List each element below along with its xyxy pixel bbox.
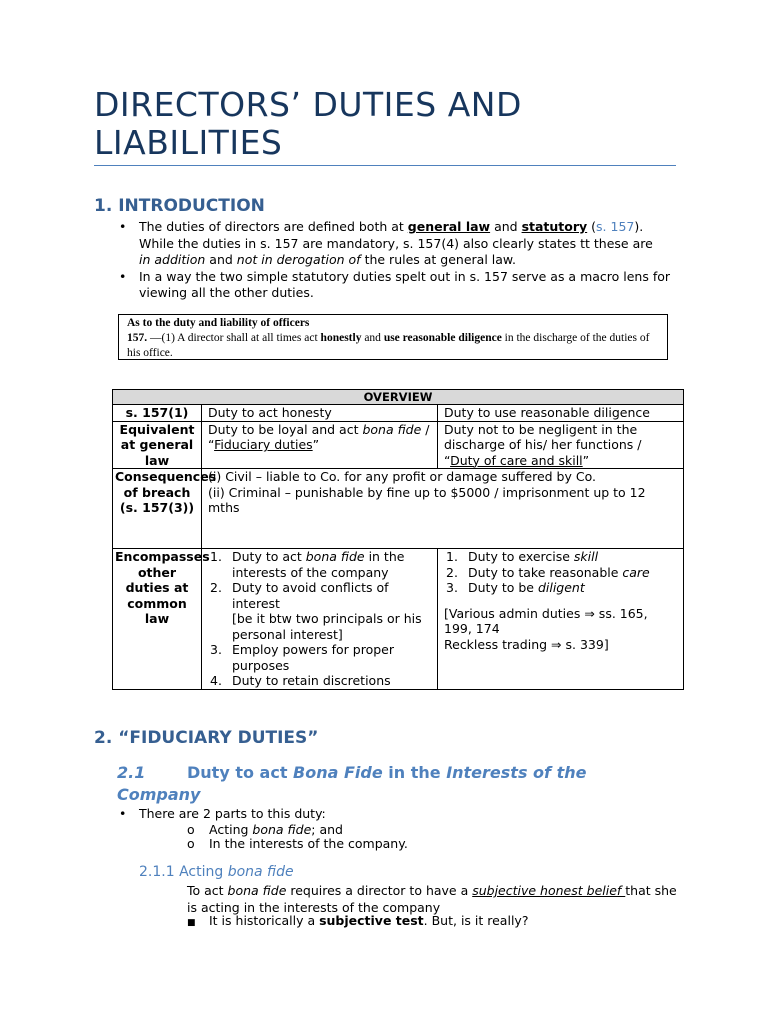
statute-heading: As to the duty and liability of officers xyxy=(127,317,310,329)
arrow-icon: ⇒ xyxy=(551,636,562,652)
table-cell: Duty to use reasonable diligence xyxy=(438,405,684,422)
list-item: 2. Duty to avoid conflicts of interest [be it btw two principals or his personal interest] xyxy=(210,580,422,642)
list-item: • The duties of directors are defined both at general law and statutory (s. 157). While the duties in s. 157 are mandatory, s. 157(4) also clearly states tt these are in addition and not in derogation of the rules at general law. xyxy=(119,219,653,267)
section-heading-fiduciary-duties: 2. “FIDUCIARY DUTIES” xyxy=(94,728,319,748)
table-cell xyxy=(202,549,438,690)
body-paragraph: To act bona fide requires a director to have a subjective honest belief that she is acting in the interests of the company xyxy=(187,883,677,915)
table-header: OVERVIEW xyxy=(113,390,684,405)
list-item: 2. Duty to take reasonable care xyxy=(446,564,650,580)
document-title: DIRECTORS’ DUTIES AND LIABILITIES xyxy=(94,85,522,162)
list-item: • In a way the two simple statutory duties spelt out in s. 157 serve as a macro lens for viewing all the other duties. xyxy=(119,268,671,300)
subsection-heading-2-1: 2.1 Duty to act Bona Fide in the Interests of the Company xyxy=(117,763,587,804)
table-row xyxy=(113,405,684,422)
row-label: s. 157(1) xyxy=(113,405,202,422)
common-law-duties-list xyxy=(208,549,431,689)
row-label: Equivalent at general law xyxy=(113,421,202,469)
square-bullet-item: ■ It is historically a subjective test. But, is it really? xyxy=(187,913,677,932)
table-row xyxy=(113,469,684,549)
section-heading-introduction: 1. INTRODUCTION xyxy=(94,196,265,216)
list-item: 3. Employ powers for proper purposes xyxy=(210,642,394,673)
row-label: Consequences of breach (s. 157(3)) xyxy=(113,469,202,549)
bullet-icon: • xyxy=(119,219,127,234)
statute-link[interactable]: s. 157 xyxy=(596,219,635,234)
list-item: 4. Duty to retain discretions xyxy=(210,673,391,688)
table-cell: Duty to be loyal and act bona fide / “Fiduciary duties” xyxy=(202,421,438,469)
list-item: 1. Duty to act bona fide in the interests of the company xyxy=(210,549,405,580)
sub-list-item: o Acting bona fide; and xyxy=(187,822,343,837)
table-cell: Duty not to be negligent in the discharge of his/ her functions / “Duty of care and skill” xyxy=(438,421,684,469)
row-label: Encompasses other duties at common law xyxy=(113,549,202,690)
admin-duties-note: [Various admin duties ⇒ ss. 165, 199, 174 xyxy=(444,605,648,636)
table-cell: Duty to act honesty xyxy=(202,405,438,422)
list-item: • There are 2 parts to this duty: xyxy=(119,806,326,821)
bullet-icon: • xyxy=(119,806,127,821)
introduction-bullets xyxy=(117,219,677,302)
table-row xyxy=(113,549,684,690)
statute-excerpt-box xyxy=(118,314,668,360)
statute-text: 157. —(1) A director shall at all times act honestly and use reasonable diligence in the discharge of the duties of his office. xyxy=(127,332,650,359)
square-bullet-icon: ■ xyxy=(187,918,196,928)
title-divider xyxy=(94,165,676,166)
table-header-row xyxy=(113,390,684,405)
subsection-heading-2-1-1: 2.1.1 Acting bona fide xyxy=(139,864,294,880)
circle-bullet-icon: o xyxy=(187,822,195,837)
sub-list-item: o In the interests of the company. xyxy=(187,836,408,851)
arrow-icon: ⇒ xyxy=(584,605,595,621)
bullet-icon: • xyxy=(119,268,127,284)
table-cell xyxy=(438,549,684,690)
list-item: 1. Duty to exercise skill xyxy=(446,549,599,564)
table-cell: (i) Civil – liable to Co. for any profit or damage suffered by Co. (ii) Criminal – punishable by fine up to $5000 / imprisonment up to 12 mths xyxy=(202,469,684,549)
overview-table xyxy=(112,389,684,690)
fiduciary-bullets xyxy=(117,806,677,823)
care-duties-list xyxy=(444,549,677,596)
list-item: 3. Duty to be diligent xyxy=(446,580,585,595)
circle-bullet-icon: o xyxy=(187,836,195,851)
reckless-trading-note: Reckless trading ⇒ s. 339] xyxy=(444,636,609,652)
table-row xyxy=(113,421,684,469)
